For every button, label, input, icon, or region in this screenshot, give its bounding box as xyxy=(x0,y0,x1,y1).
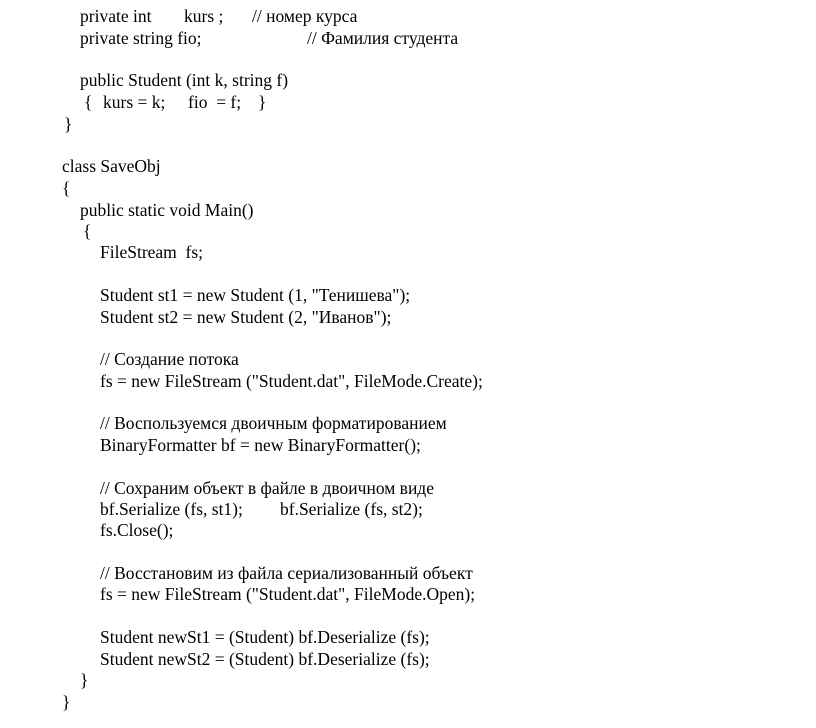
code-token-stmt: bf.Serialize (fs, st2); xyxy=(280,499,423,519)
code-line-fs-create: fs = new FileStream ("Student.dat", FileMode.Create); xyxy=(100,371,483,391)
code-comment: // номер курса xyxy=(252,6,358,26)
code-line-st2: Student st2 = new Student (2, "Иванов"); xyxy=(100,307,392,327)
code-comment-restore-object: // Восстановим из файла сериализованный объект xyxy=(100,563,473,583)
code-line-constructor: public Student (int k, string f) xyxy=(80,70,289,90)
code-line-main-open: { xyxy=(83,221,92,241)
code-comment-save-object: // Сохраним объект в файле в двоичном виде xyxy=(100,478,434,498)
code-line-newst2: Student newSt2 = (Student) bf.Deserialize (fs); xyxy=(100,649,430,669)
code-line-class-decl: class SaveObj xyxy=(62,156,161,176)
code-token-brace: } xyxy=(258,92,267,112)
code-line-main-decl: public static void Main() xyxy=(80,200,254,220)
code-line-newst1: Student newSt1 = (Student) bf.Deserialize (fs); xyxy=(100,627,430,647)
code-line-filestream-decl: FileStream fs; xyxy=(100,242,204,262)
code-token-stmt: fio = f; xyxy=(188,92,242,112)
code-line-main-close: } xyxy=(80,670,89,690)
code-token-brace: { xyxy=(84,92,93,112)
code-line-st1: Student st1 = new Student (1, "Тенишева"); xyxy=(100,285,411,305)
code-token-stmt: bf.Serialize (fs, st1); xyxy=(100,499,243,519)
code-token-field: kurs ; xyxy=(184,6,224,26)
code-comment: // Фамилия студента xyxy=(307,28,459,48)
code-line-fs-close: fs.Close(); xyxy=(100,520,174,540)
code-token-stmt: kurs = k; xyxy=(103,92,166,112)
code-line-class-close: } xyxy=(64,114,73,134)
code-comment-binary-format: // Воспользуемся двоичным форматированием xyxy=(100,413,447,433)
code-token-declaration: private string fio; xyxy=(80,28,202,48)
code-line-class-end: } xyxy=(62,692,71,712)
code-token-type: private int xyxy=(80,6,152,26)
code-comment-create-stream: // Создание потока xyxy=(100,349,239,369)
code-line-class-open: { xyxy=(62,178,71,198)
code-line-binaryformatter: BinaryFormatter bf = new BinaryFormatter(); xyxy=(100,435,421,455)
code-line-fs-open: fs = new FileStream ("Student.dat", FileMode.Open); xyxy=(100,584,476,604)
